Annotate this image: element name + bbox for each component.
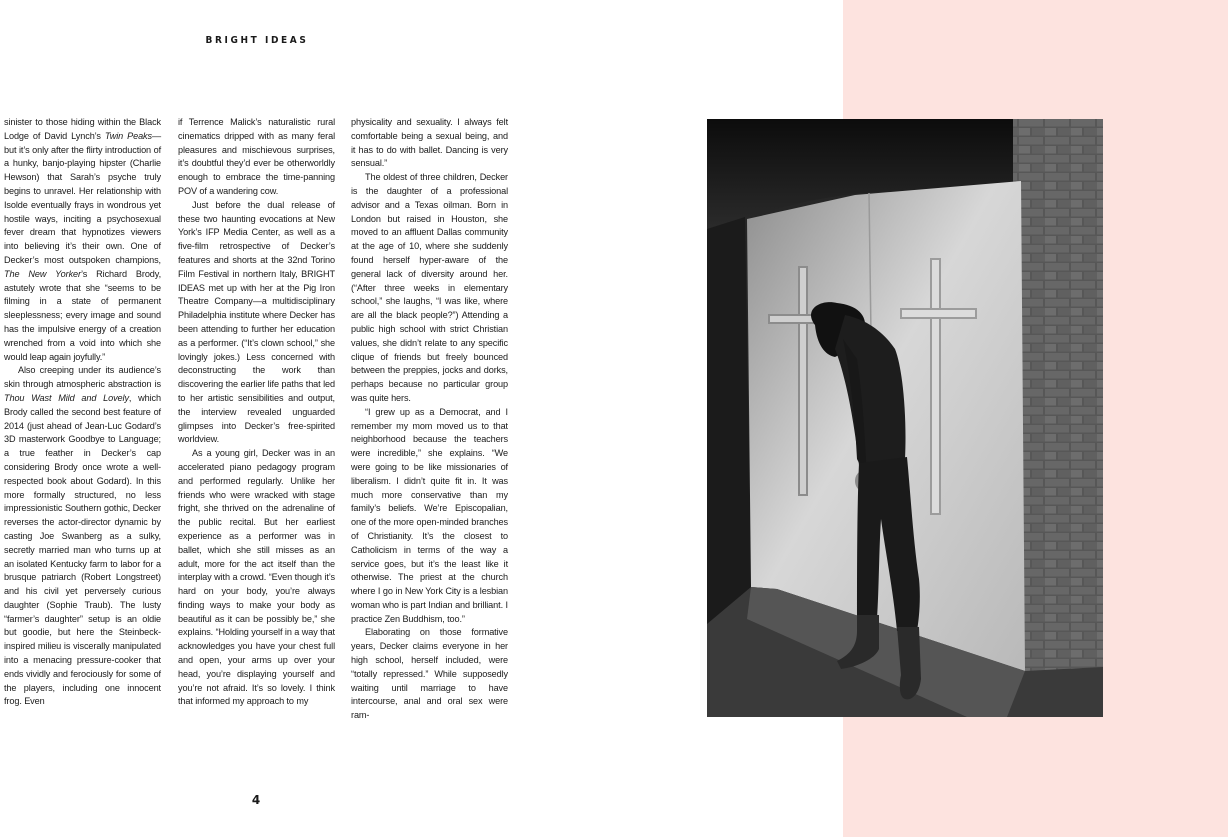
paragraph: Just before the dual release of these two haunting evocations at New York’s IFP Media Center, as well as a five-film retrospective of Decker’s features and shorts at the 32nd Torino Film Festival in northern Italy, BRIGHT IDEAS met up with her at the Pig Iron Theatre Company—a multidisciplinary Philadelphia institute where Decker has been attending to further her education as a performer. (“It’s clown school,” she lovingly jokes.) Less concerned with deconstructing the work than discovering the earlier life paths that led to her artistic sensibilities and output, the interview revealed unguarded glimpses into Decker’s free-spirited worldview.: [178, 199, 335, 445]
figure-right-boot: [897, 627, 921, 699]
brick-wall-shade: [1013, 119, 1103, 679]
page-number: 4: [251, 793, 261, 807]
running-header: BRIGHT IDEAS: [205, 35, 309, 46]
publication-title: The New Yorker: [4, 268, 81, 279]
paragraph: The oldest of three children, Decker is the daughter of a professional advisor and a Texas oilman. Born in London but raised in Houston, she moved to an affluent Dallas community at the age of 10, where she suddenly found herself hyper-aware of the general lack of diversity around her. (“After three weeks in elementary school,” she laughs, “I was like, where are all the black people?”) Attending a public high school with strict Christian values, she didn’t relate to any specific clique of friends but freely bounced between the preppies, jocks and dorks, perhaps because no particular group was quite hers.: [351, 172, 508, 403]
film-title: Thou Wast Mild and Lovely: [4, 392, 129, 403]
paragraph: physicality and sexuality. I always felt comfortable being a sexual being, and it has to do with ballet. Dancing is very sensual.”: [351, 117, 508, 169]
paragraph: sinister to those hiding within the Black Lodge of David Lynch’s Twin Peaks—but it’s only after the flirty introduction of a hunky, banjo-playing hipster (Charlie Hewson) that Sarah’s psyche truly begins to unravel. Her relationship with Isolde eventually frays in wondrous yet hostile ways, inciting a psychosexual fever dream that hypnotizes viewers into believing it’s their own. One of Decker’s most outspoken champions, The New Yorker’s Richard Brody, astutely wrote that she “seems to be filming in a state of permanent sleeplessness; every image and sound has the impulsive energy of a creation wrenched from a void into which she would leap again joyfully.”: [4, 117, 162, 362]
photograph: [707, 119, 1103, 717]
paragraph: if Terrence Malick’s naturalistic rural cinematics dripped with as many feral pleasures and mischievous surprises, it’s doubtful they’d ever be otherworldly enough to embrace the time-panning POV of a wandering cow.: [178, 117, 335, 196]
text-column-3: [351, 116, 508, 723]
paragraph: “I grew up as a Democrat, and I remember my mom moved us to that neighborhood because the teachers were incredible,” she explains. “We were going to be like missionaries of liberalism. I didn’t quite fit in. It was much more conservative than my family’s beliefs. We’re Episcopalian, one of the more open-minded branches of Christianity. It’s the closest to Catholicism in terms of the way a service goes, but it’s the least like it otherwise. The priest at the church where I go in New York City is a lesbian woman who is part Indian and brilliant. I practice Zen Buddhism, too.”: [351, 406, 508, 624]
text-column-2: [178, 116, 335, 709]
paragraph: Elaborating on those formative years, Decker claims everyone in her high school, herself included, were “totally repressed.” While supposedly waiting until marriage to have intercourse, anal and oral sex were ram-: [351, 627, 508, 721]
paragraph: As a young girl, Decker was in an accelerated piano pedagogy program and performed regularly. Unlike her friends who were wracked with stage fright, she thrived on the adrenaline of the public recital. But her earliest experience as a performer was in ballet, which she still misses as an adult, more for the act itself than the interplay with a crowd. “Even though it’s hard on your body, you’re always finding ways to make your body as beautiful as it can be possibly be,” she explains. “Holding yourself in a way that acknowledges you have your chest full and open, your arms up over your head, you’re displaying yourself and you’re not afraid. It’s so lovely. I think that informed my approach to my: [178, 448, 335, 707]
paragraph: Also creeping under its audience’s skin through atmospheric abstraction is Thou Wast Mild and Lovely, which Brody called the second best feature of 2014 (just ahead of Jean-Luc Godard’s 3D masterwork Goodbye to Language; a true feather in Decker’s cap considering Brody once wrote a well-respected book about Godard). In this more formally structured, no less impressionistic Southern gothic, Decker reverses the actor-director dynamic by casting Joe Swanberg as a sulky, secretly married man who turns up at an isolated Kentucky farm to labor for a brusque patriarch (Robert Longstreet) and his civil yet perversely curious daughter (Sophie Traub). The lusty “farmer’s daughter” setup is an oldie but goodie, but here the Steinbeck-inspired milieu is viscerally manipulated into a menacing pressure-cooker that ends vividly and ferociously for some of the players, including one innocent frog. Even: [4, 365, 161, 707]
text-column-1: [4, 116, 161, 709]
film-title: Twin Peaks: [104, 130, 152, 141]
